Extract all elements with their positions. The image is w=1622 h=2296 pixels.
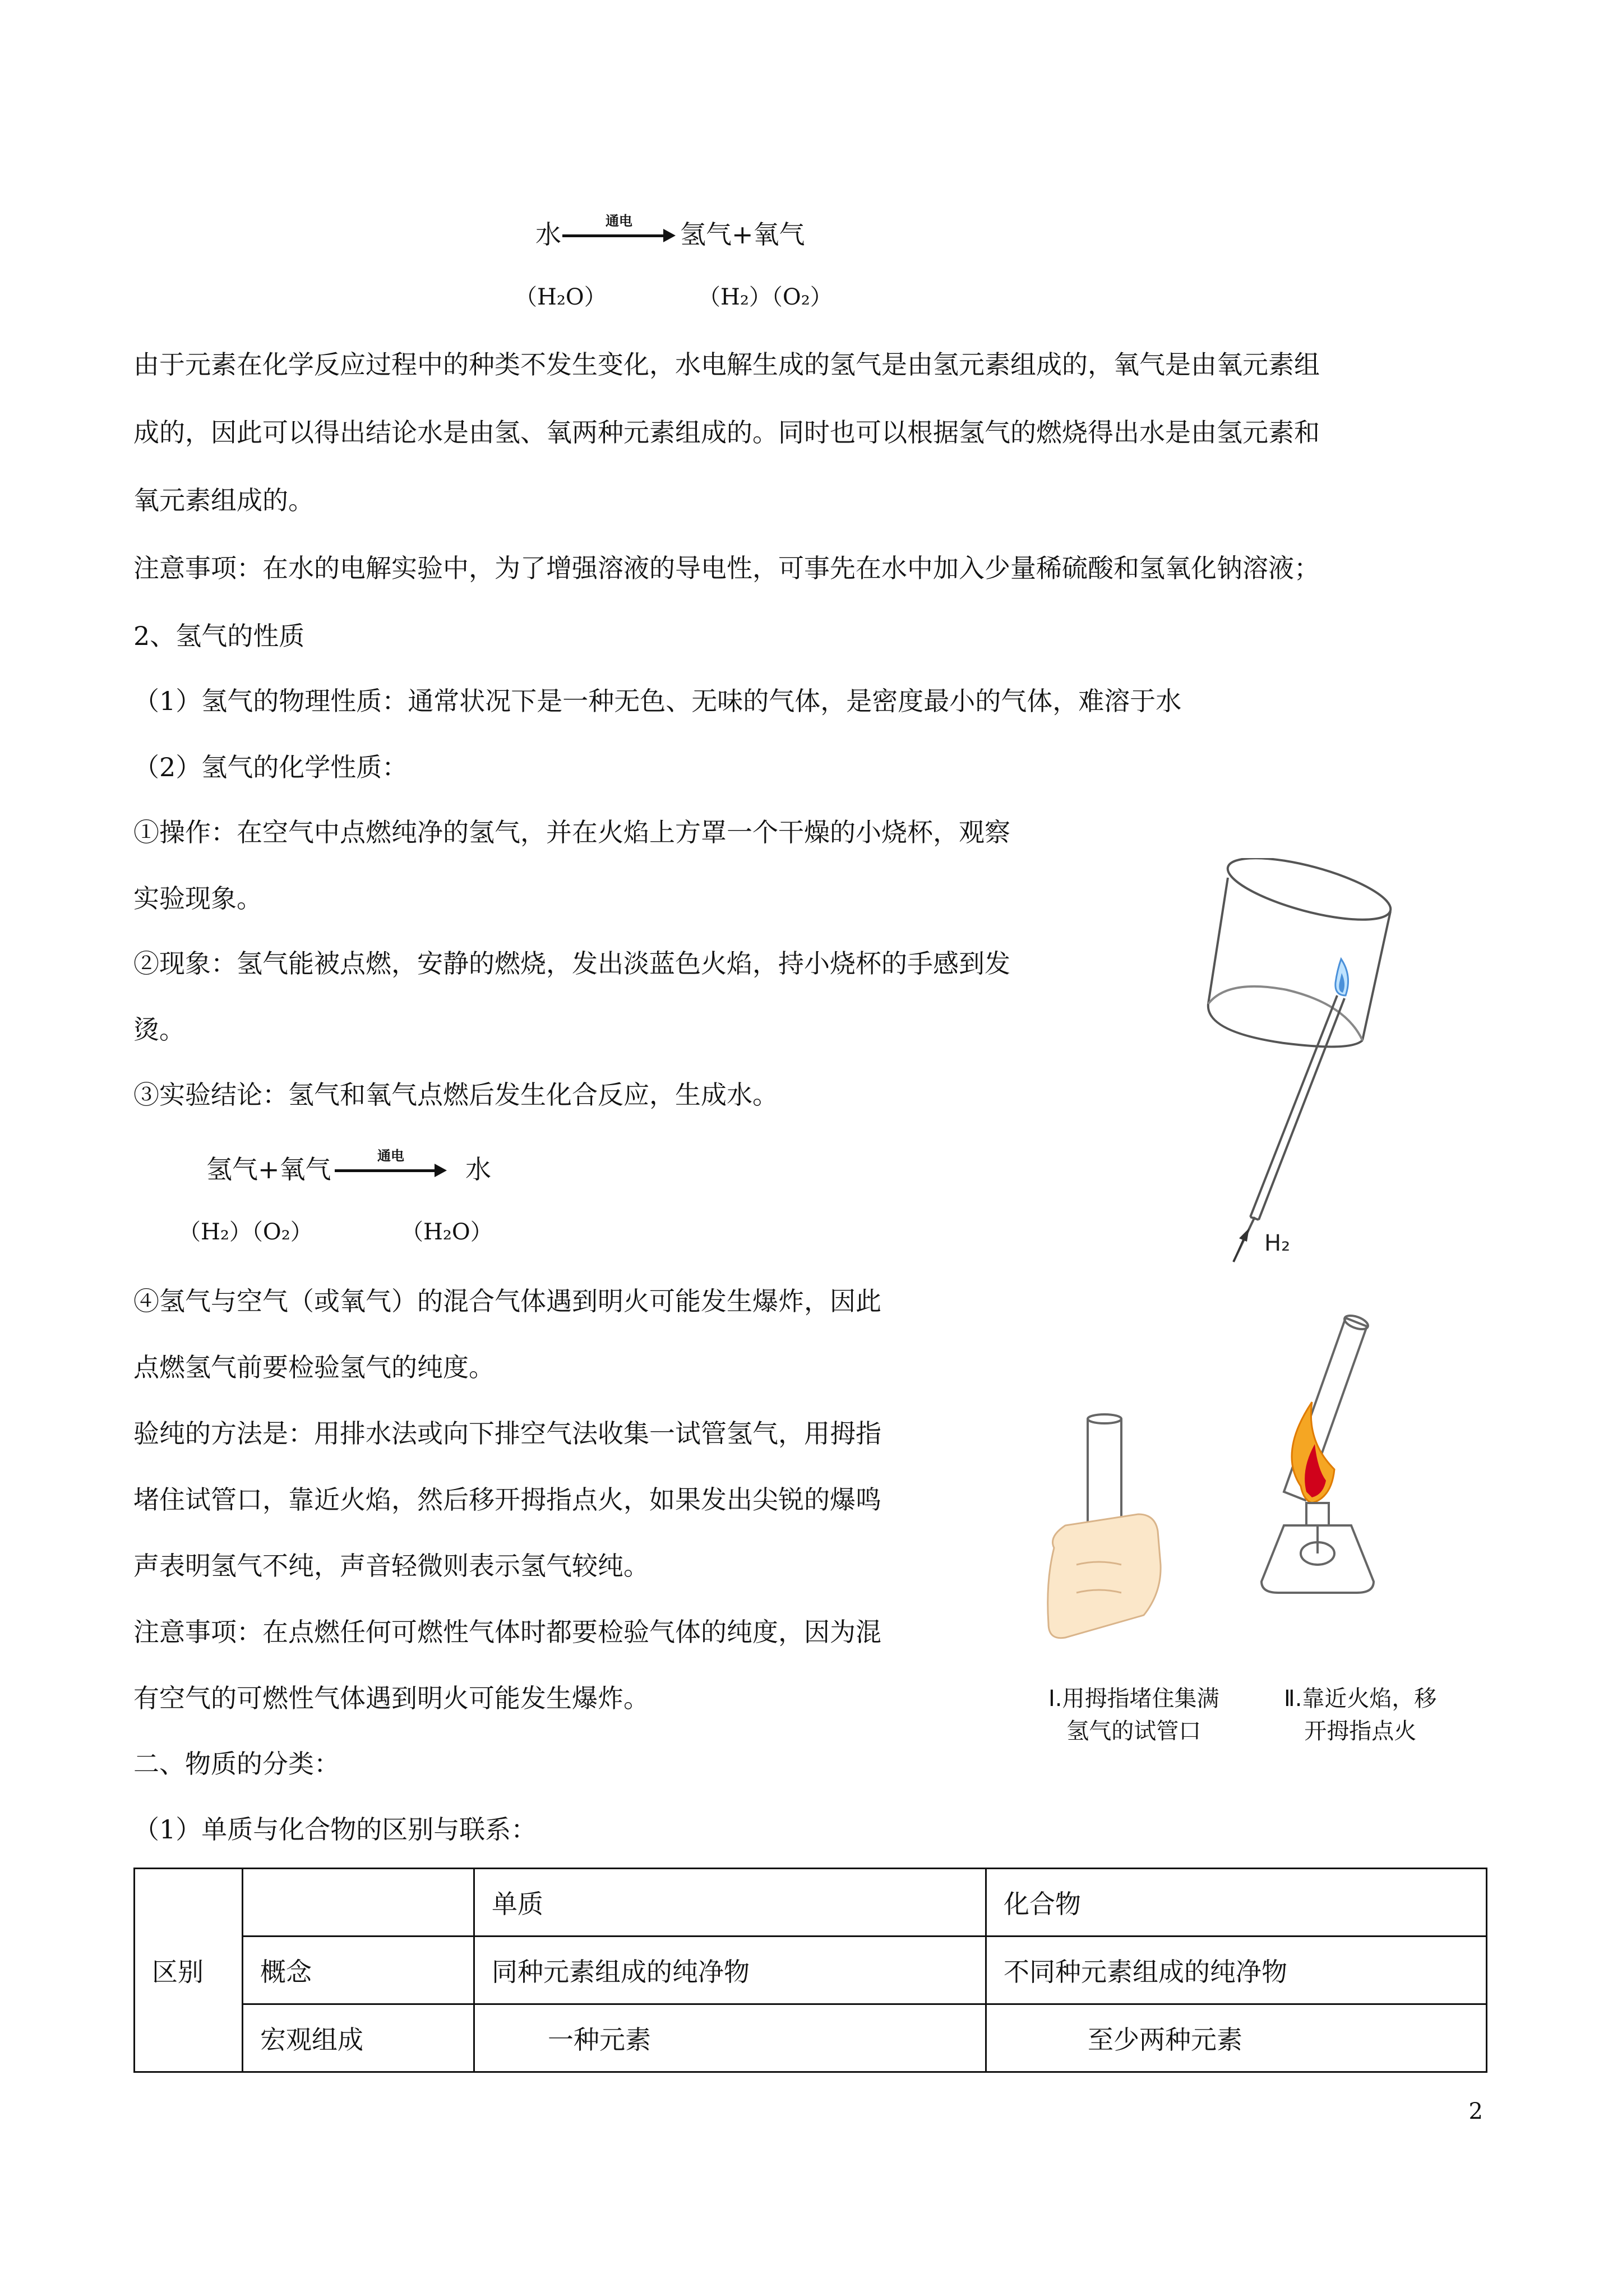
text-line: 验纯的方法是：用排水法或向下排空气法收集一试管氢气，用拇指 [133,1418,881,1449]
eq1-formula-right: （H₂）（O₂） [698,284,833,310]
table-cell: 至少两种元素 [986,2004,1487,2072]
text-line: 实验现象。 [133,883,262,914]
text-line: （1）单质与化合物的区别与联系： [133,1814,537,1845]
hydrogen-combustion-figure [1166,858,1480,1273]
caption-line: 开拇指点火 [1304,1718,1417,1744]
figure-caption-2 [1284,1682,1436,1748]
table-cell: 概念 [243,1937,474,2004]
eq2-arrow [335,1147,447,1184]
text-line: 氧元素组成的。 [133,485,314,515]
text-line: 烫。 [133,1015,185,1045]
text-line: 有空气的可燃性气体遇到明火可能发生爆炸。 [133,1683,649,1713]
text-line: ③实验结论：氢气和氧气点燃后发生化合反应，生成水。 [133,1080,778,1110]
section-heading: 二、物质的分类： [133,1749,340,1779]
caption-line: 氢气的试管口 [1066,1718,1202,1744]
text-line: 注意事项：在水的电解实验中，为了增强溶液的导电性，可事先在水中加入少量稀硫酸和氢氧化钠溶液； [133,553,1320,583]
text-line: （2）氢气的化学性质： [133,752,408,782]
table-row [135,2004,1487,2072]
figure-caption-1 [1048,1682,1219,1748]
table-cell: 一种元素 [474,2004,986,2072]
text-line: 由于元素在化学反应过程中的种类不发生变化，水电解生成的氢气是由氢元素组成的，氧气是由氧元素组 [133,349,1320,380]
eq2-formula-left: （H₂）（O₂） [178,1219,313,1245]
table-cell: 不同种元素组成的纯净物 [986,1937,1487,2004]
caption-line: Ⅱ.靠近火焰，移 [1284,1686,1437,1712]
table-row [135,1937,1487,2004]
eq2-formula-right: （H₂O） [401,1219,493,1245]
table-group-cell: 区别 [135,1869,243,2072]
eq1-condition: 通电 [606,213,632,229]
text-line: 点燃氢气前要检验氢气的纯度。 [133,1352,495,1382]
page-number: 2 [1468,2099,1483,2124]
section-heading: 2、氢气的性质 [133,621,305,651]
comparison-table [133,1868,1487,2073]
table-header-row [135,1869,1487,1937]
table-cell: 同种元素组成的纯净物 [474,1937,986,2004]
eq2-condition: 通电 [377,1147,404,1164]
eq2-right: 水 [465,1154,491,1184]
table-cell [243,1869,474,1937]
text-line: 声表明氢气不纯，声音轻微则表示氢气较纯。 [133,1551,649,1581]
text-line: 堵住试管口，靠近火焰，然后移开拇指点火，如果发出尖锐的爆鸣 [133,1484,881,1515]
caption-line: Ⅰ.用拇指堵住集满 [1048,1686,1219,1712]
table-cell: 宏观组成 [243,2004,474,2072]
eq1-right: 氢气+氧气 [680,219,805,250]
text-line: （1）氢气的物理性质：通常状况下是一种无色、无味的气体，是密度最小的气体，难溶于水 [133,686,1182,716]
purity-test-figure [1043,1301,1480,1660]
text-line: ④氢气与空气（或氧气）的混合气体遇到明火可能发生爆炸，因此 [133,1286,881,1316]
table-header-cell: 化合物 [986,1869,1487,1937]
eq2-left: 氢气+氧气 [206,1154,331,1184]
eq1-arrow [562,215,676,249]
eq1-left: 水 [535,219,561,250]
text-line: ①操作：在空气中点燃纯净的氢气，并在火焰上方罩一个干燥的小烧杯，观察 [133,817,1010,847]
table-header-cell: 单质 [474,1869,986,1937]
text-line: ②现象：氢气能被点燃，安静的燃烧，发出淡蓝色火焰，持小烧杯的手感到发 [133,948,1010,979]
text-line: 注意事项：在点燃任何可燃性气体时都要检验气体的纯度，因为混 [133,1617,881,1647]
eq1-formula-left: （H₂O） [515,284,607,310]
gas-label: H₂ [1264,1230,1291,1256]
text-line: 成的，因此可以得出结论水是由氢、氧两种元素组成的。同时也可以根据氢气的燃烧得出水是由氢元素和 [133,417,1320,448]
